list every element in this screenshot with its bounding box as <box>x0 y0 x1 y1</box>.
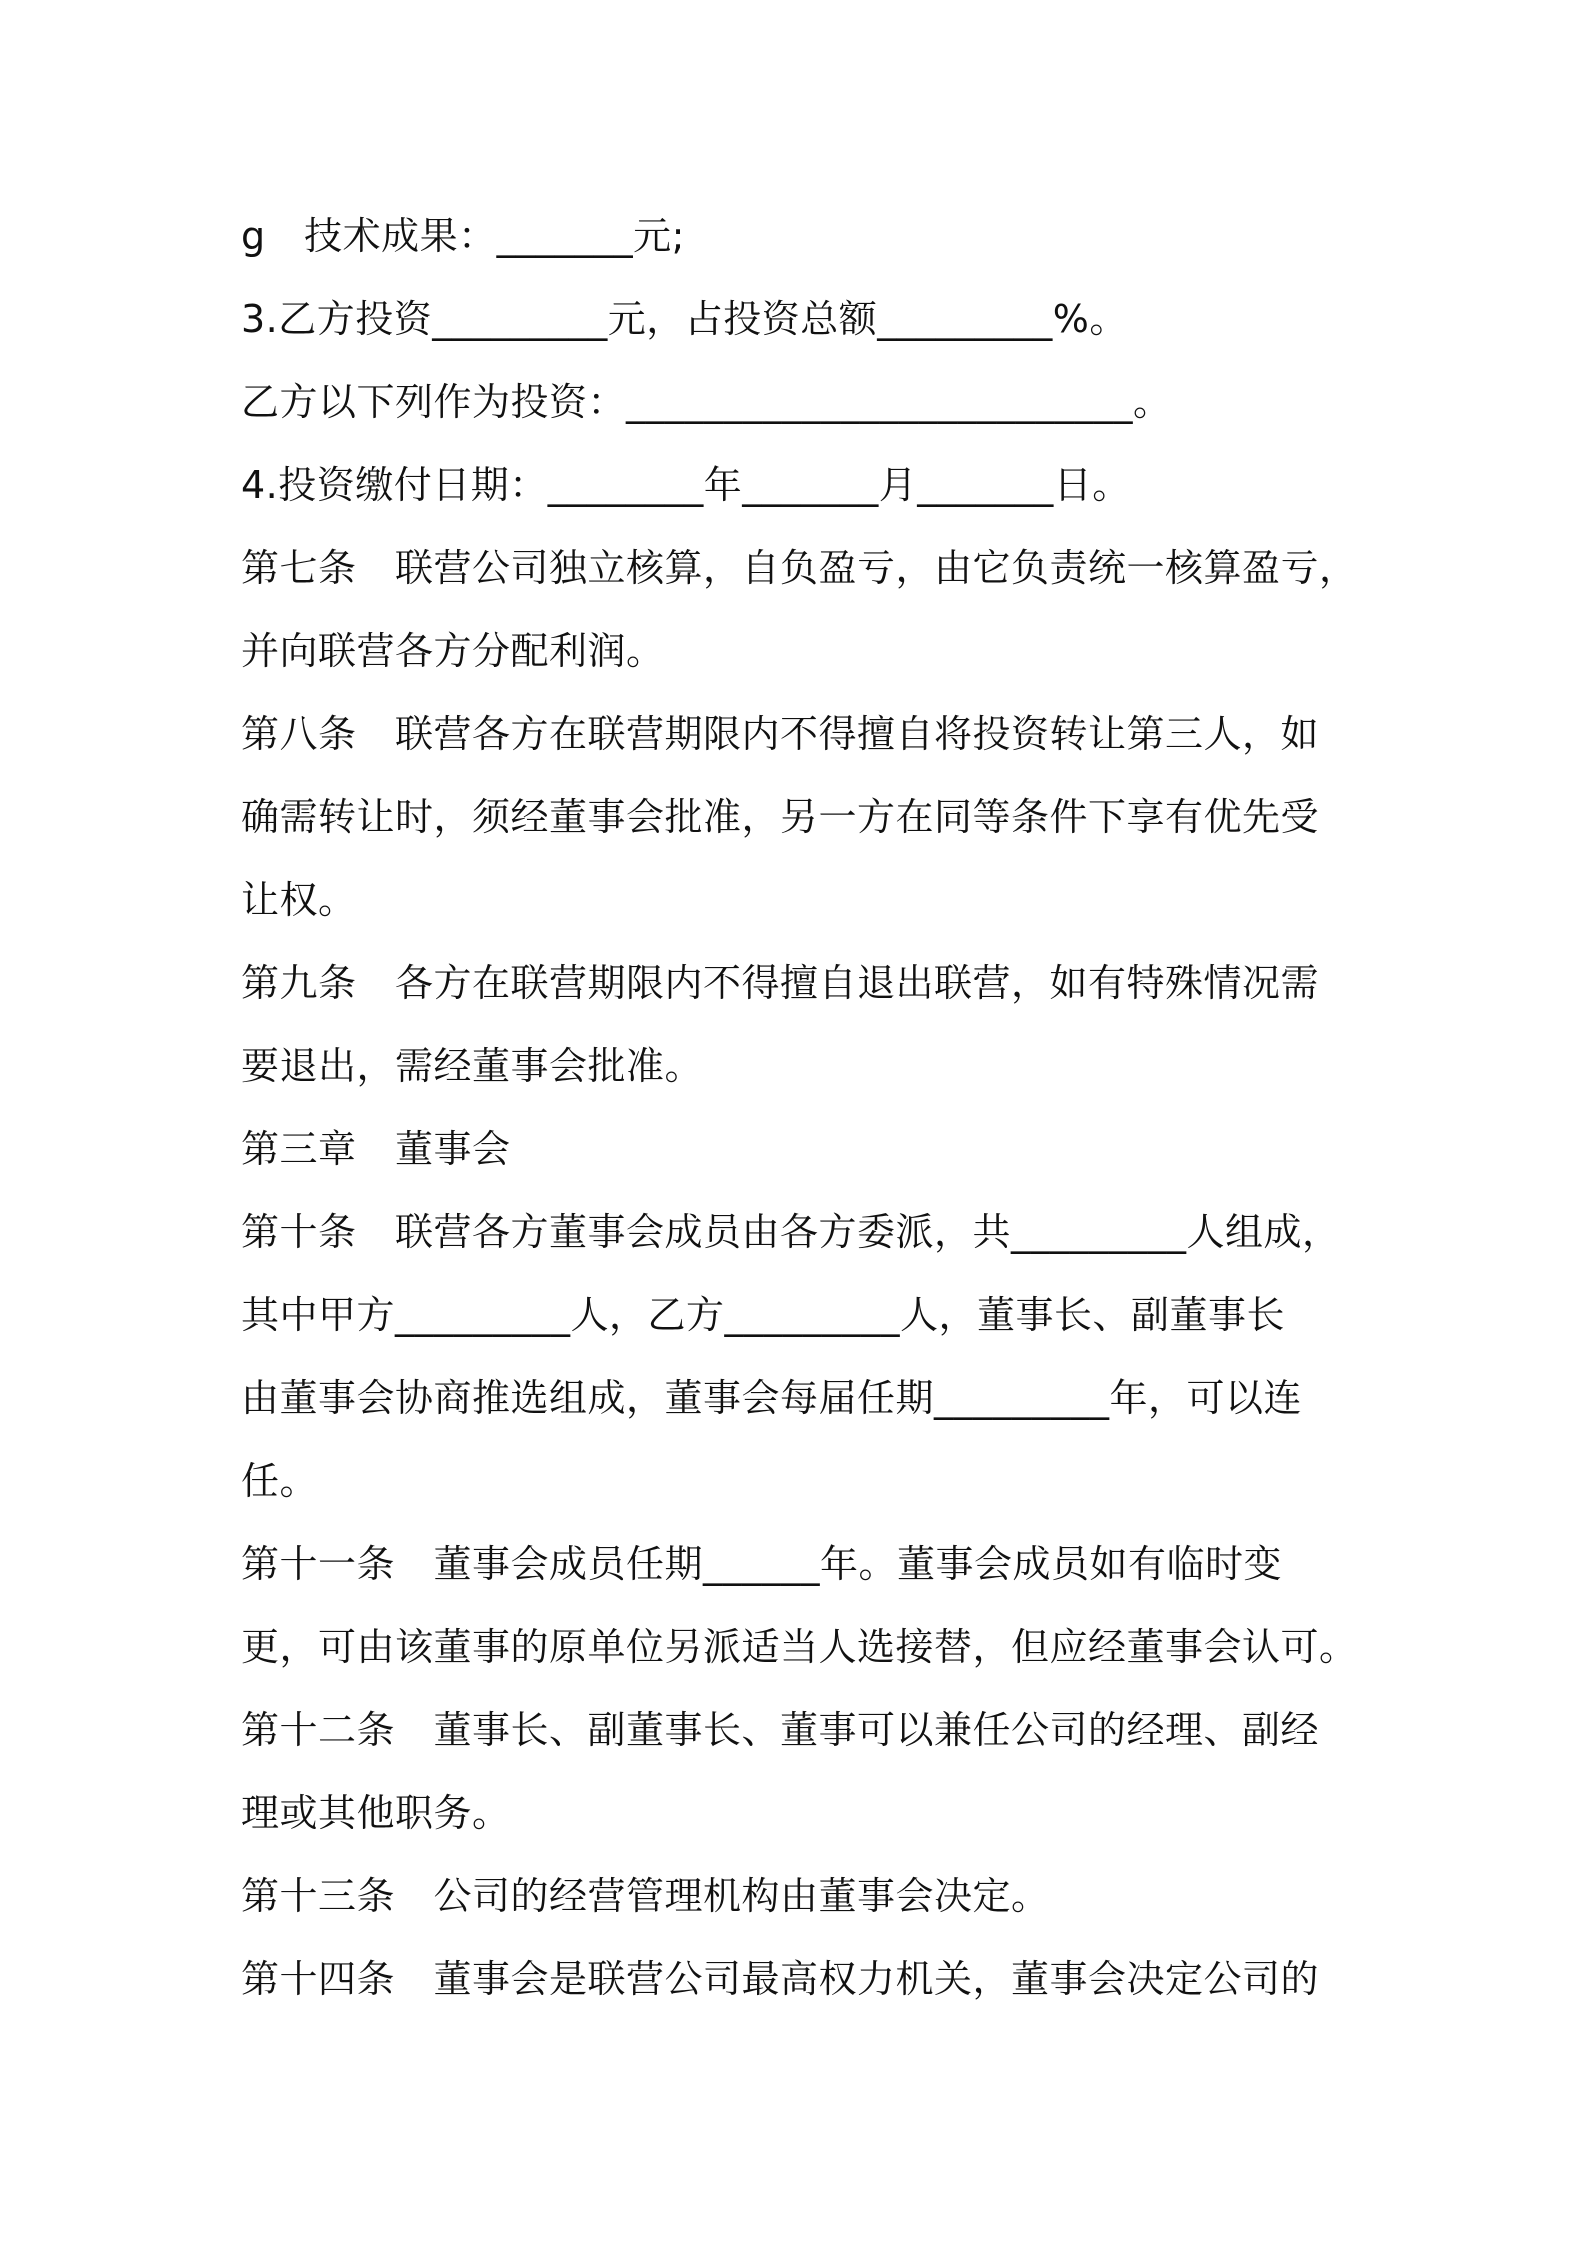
text-line-article-10-cont: 其中甲方_________人，乙方_________人，董事长、副董事长 <box>241 1293 1286 1337</box>
text-line-article-10-end: 任。 <box>241 1459 319 1503</box>
text-line-article-9-cont: 要退出，需经董事会批准。 <box>241 1044 704 1088</box>
text-line-article-11-cont: 更，可由该董事的原单位另派适当人选接替，但应经董事会认可。 <box>241 1625 1358 1669</box>
text-line-article-10-cont-2: 由董事会协商推选组成，董事会每届任期_________年，可以连 <box>241 1376 1303 1420</box>
text-line-article-8-cont: 确需转让时，须经董事会批准，另一方在同等条件下享有优先受 <box>241 795 1320 839</box>
text-line-article-11: 第十一条 董事会成员任期______年。董事会成员如有临时变 <box>241 1542 1283 1586</box>
text-line-article-7-cont: 并向联营各方分配利润。 <box>241 629 665 673</box>
text-line-article-12: 第十二条 董事长、副董事长、董事可以兼任公司的经理、副经 <box>241 1708 1320 1752</box>
text-line-article-12-cont: 理或其他职务。 <box>241 1791 511 1835</box>
text-line-technical-results: g 技术成果：_______元; <box>241 214 685 258</box>
text-line-party-b-investment-items: 乙方以下列作为投资：__________________________。 <box>241 380 1172 424</box>
text-line-article-8: 第八条 联营各方在联营期限内不得擅自将投资转让第三人，如 <box>241 712 1320 756</box>
document-body <box>241 195 1371 2021</box>
text-line-article-9: 第九条 各方在联营期限内不得擅自退出联营，如有特殊情况需 <box>241 961 1320 1005</box>
text-line-party-b-investment: 3.乙方投资_________元，占投资总额_________%。 <box>241 297 1128 341</box>
text-line-article-7: 第七条 联营公司独立核算，自负盈亏，由它负责统一核算盈亏， <box>241 546 1358 590</box>
text-line-payment-date: 4.投资缴付日期：________年_______月_______日。 <box>241 463 1131 507</box>
text-line-article-10: 第十条 联营各方董事会成员由各方委派，共_________人组成， <box>241 1210 1341 1254</box>
text-line-article-13: 第十三条 公司的经营管理机构由董事会决定。 <box>241 1874 1050 1918</box>
text-line-article-8-end: 让权。 <box>241 878 357 922</box>
text-line-article-14: 第十四条 董事会是联营公司最高权力机关，董事会决定公司的 <box>241 1957 1320 2001</box>
chapter-heading-board: 第三章 董事会 <box>241 1127 511 1171</box>
